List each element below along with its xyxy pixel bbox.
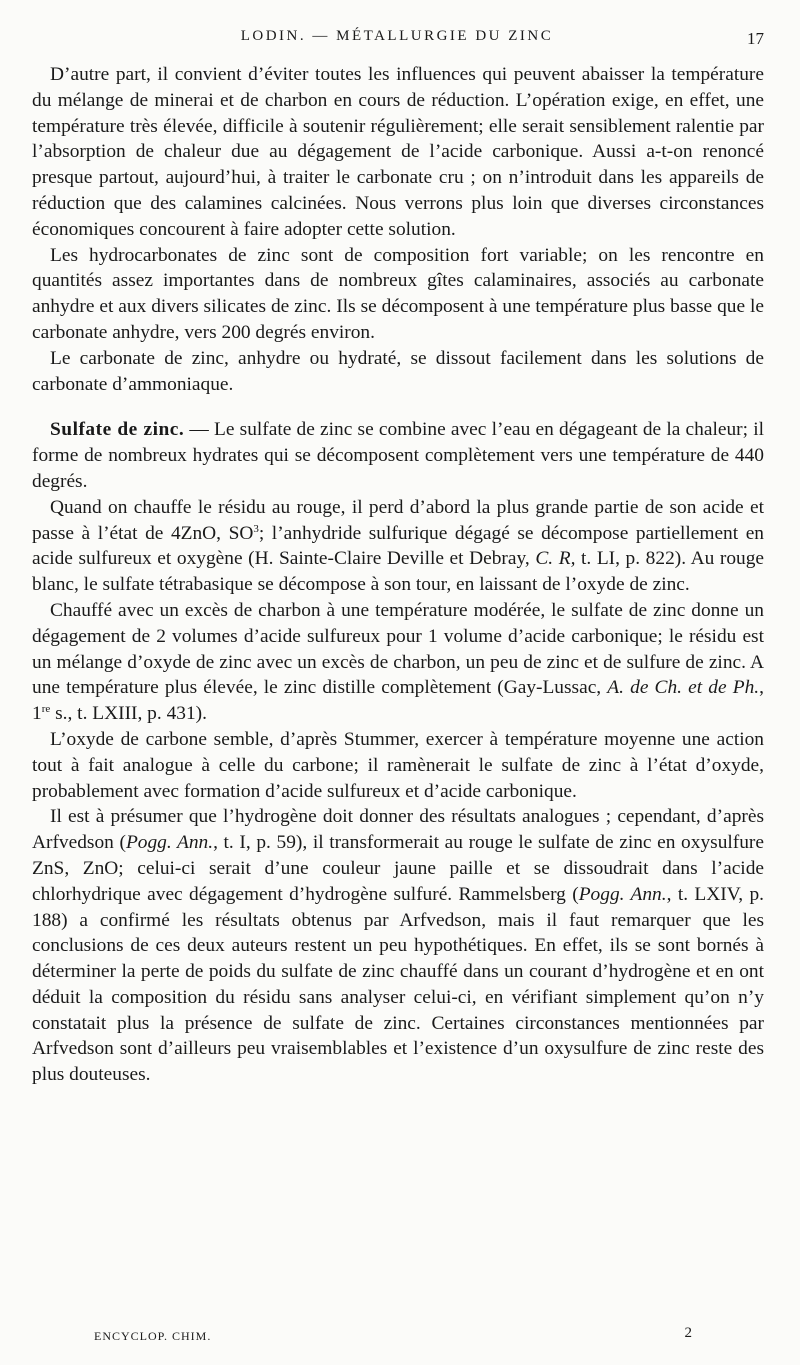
superscript: 3: [253, 522, 259, 535]
citation: C. R,: [535, 548, 576, 570]
text-run: , 1: [32, 677, 764, 725]
paragraph-carbon-excess: [32, 598, 764, 727]
page-number: 17: [747, 29, 764, 48]
paragraph-carbon-monoxide: L’oxyde de carbone semble, d’après Stummer, exercer à température moyenne une action tout à fait analogue à celle du carbone; il ramènerait le sulfate de zinc à l’état d’oxyde, probablement avec formation d’acide sulfureux et d’acide carbonique.: [32, 728, 764, 802]
text-run: ; l’anhydride sulfurique dégagé se décompose partiellement en acide sulfureux et oxygène (H. Sainte-Claire Deville et Debray,: [32, 522, 764, 570]
citation: Pogg. Ann.: [578, 883, 667, 905]
page-footer: [94, 1327, 692, 1347]
citation: Pogg. Ann.: [125, 832, 214, 854]
text-run: , t. I, p. 59), il transformerait au rouge le sulfate de zinc en oxysulfure ZnS, ZnO; celui-ci serait d’une couleur jaune paille et se dissoudrait dans l’acide chlorhydrique avec dégagement d’hydrogène sulfuré. Rammelsberg (: [32, 832, 764, 905]
body-text: [32, 62, 764, 1088]
paragraph-temperature: D’autre part, il convient d’éviter toutes les influences qui peuvent abaisser la température du mélange de minerai et de charbon en cours de réduction. L’opération exige, en effet, une température très élevée, difficile à soutenir régulièrement; elle serait sensiblement ralentie par l’absorption de chaleur due au dégagement de l’acide carbonique. Aussi a-t-on renoncé presque partout, aujourd’hui, à traiter le carbonate cru ; on n’introduit dans les appareils de réduction que des calamines calcinées. Nous verrons plus loin que diverses circonstances économiques concourent à faire adopter cette solution.: [32, 64, 764, 240]
section-intro-text: — Le sulfate de zinc se combine avec l’eau en dégageant de la chaleur; il forme de nombreux hydrates qui se décomposent complètement vers une température de 440 degrés.: [32, 419, 764, 492]
running-title: LODIN. — MÉTALLURGIE DU ZINC: [240, 28, 554, 44]
paragraph-hydrogen: [32, 804, 764, 1088]
printer-signature: ENCYCLOP. CHIM.: [94, 1329, 212, 1343]
citation: A. de Ch. et de Ph.: [607, 677, 760, 699]
paragraph-hydrocarbonates: Les hydrocarbonates de zinc sont de composition fort variable; on les rencontre en quantités assez importantes dans de nombreux gîtes calaminaires, associés au carbonate anhydre et aux divers silicates de zinc. Ils se décomposent à une température plus basse que le carbonate anhydre, vers 200 degrés environ.: [32, 244, 764, 343]
superscript: re: [41, 703, 51, 716]
paragraph-red-heat: [32, 495, 764, 598]
text-run: Chauffé avec un excès de charbon à une température modérée, le sulfate de zinc donne un dégagement de 2 volumes d’acide sulfureux pour 1 volume d’acide carbonique; le résidu est un mélange d’oxyde de zinc avec un excès de charbon, un peu de zinc et de sulfure de zinc. A une température plus élevée, le zinc distille complètement (Gay-Lussac,: [32, 599, 764, 699]
paragraph-dissolution: Le carbonate de zinc, anhydre ou hydraté, se dissout facilement dans les solutions de carbonate d’ammoniaque.: [32, 347, 764, 395]
page-header: [30, 28, 764, 52]
text-run: Quand on chauffe le résidu au rouge, il perd d’abord la plus grande partie de son acide et passe à l’état de 4ZnO, SO: [32, 496, 764, 544]
sheet-number: 2: [684, 1325, 692, 1341]
text-run: Il est à présumer que l’hydrogène doit donner des résultats analogues ; cependant, d’après Arfvedson (: [32, 806, 764, 854]
text-run: t. LI, p. 822). Au rouge blanc, le sulfate tétrabasique se décompose à son tour, en laissant de l’oxyde de zinc.: [32, 548, 765, 596]
section-sulfate-intro: [32, 417, 764, 494]
text-run: s., t. LXIII, p. 431).: [50, 703, 207, 725]
text-run: , t. LXIV, p. 188) a confirmé les résultats obtenus par Arfvedson, mais il faut remarquer que les conclusions de ces deux auteurs restent un peu hypothétiques. En effet, ils se sont bornés à déterminer la perte de poids du sulfate de zinc chauffé dans un courant d’hydrogène et en ont déduit la composition du résidu sans analyser celui-ci, en vérifiant simplement qu’on n’y constatait plus la présence de sulfate de zinc. Certaines circonstances mentionnées par Arfvedson sont d’ailleurs peu vraisemblables et l’existence d’un oxysulfure de zinc reste des plus douteuses.: [32, 883, 764, 1086]
section-title: Sulfate de zinc.: [50, 419, 185, 441]
